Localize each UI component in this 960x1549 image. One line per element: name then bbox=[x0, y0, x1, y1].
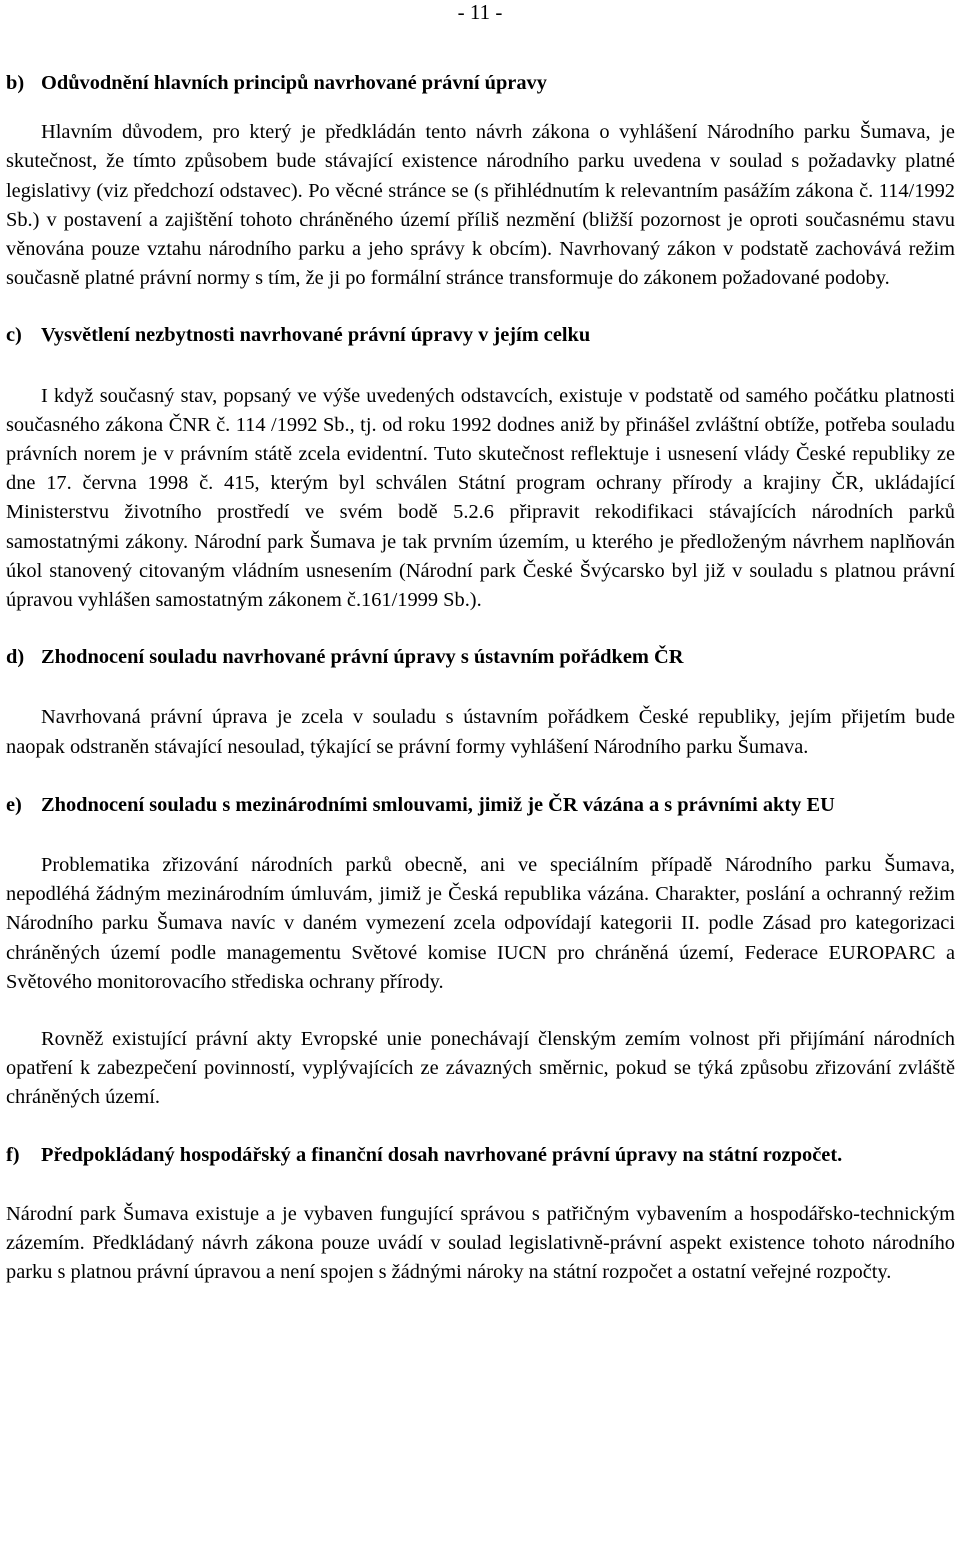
page-number: - 11 - bbox=[457, 0, 503, 24]
section-e-paragraph-1: Problematika zřizování národních parků obecně, ani ve speciálním případě Národního parku Šumava, nepodléhá žádným mezinárodním úmluvám, jimiž je Česká republika vázána. Charakter, poslání a ochranný režim Národního parku Šumava navíc v daném vymezení zcela odpovídají kategorii II. podle Zásad pro kategorizaci chráněných území podle managementu Světové komise IUCN pro chráněná území, Federace EUROPARC a Světového monitorovacího střediska ochrany přírody. bbox=[6, 854, 955, 993]
section-letter: e) bbox=[6, 793, 22, 816]
section-d-paragraph: Navrhovaná právní úprava je zcela v souladu s ústavním pořádkem České republiky, jejím přijetím bude naopak odstraněn stávající nesoulad, týkající se právní formy vyhlášení Národního parku Šumava. bbox=[6, 706, 955, 758]
section-letter: d) bbox=[6, 646, 25, 669]
section-letter: b) bbox=[6, 72, 25, 94]
section-letter: c) bbox=[6, 324, 22, 347]
section-f-paragraph: Národní park Šumava existuje a je vybaven fungující správou s patřičným vybavením a hospodářsko-technickým zázemím. Předkládaný návrh zákona pouze uvádí v soulad legislativně-právní aspekt existence tohoto národního parku s platnou právní úpravou a není spojen s žádnými nároky na státní rozpočet a ostatní veřejné rozpočty. bbox=[6, 1202, 955, 1284]
section-title: Zhodnocení souladu s mezinárodními smlouvami, jimiž je ČR vázána a s právními akty EU bbox=[41, 793, 835, 816]
section-b-paragraph: Hlavním důvodem, pro který je předkládán tento návrh zákona o vyhlášení Národního parku Šumava, je skutečnost, že tímto způsobem bude stávající existence národního parku uvedena v soulad s požadavky platné legislativy (viz předchozí odstavec). Po věcné stránce se (s přihlédnutím k relevantním pasážím zákona č. 114/1992 Sb.) v postavení a zajištění tohoto chráněného území příliš nezmění (bližší pozornost je oproti současnému stavu věnována pouze vztahu národního parku a jeho správy k obcím). Navrhovaný zákon v podstatě zachovává režim současně platné právní normy s tím, že ji po formální stránce transformuje do zákonem požadované podoby. bbox=[6, 121, 955, 290]
section-e-heading bbox=[6, 791, 955, 820]
section-e-paragraph-2: Rovněž existující právní akty Evropské unie ponechávají členským zemím volnost při přijímání národních opatření k zabezpečení povinností, vyplývajících ze závazných směrnic, pokud se týká způsobu zřizování zvláště chráněných území. bbox=[6, 1028, 955, 1109]
section-d-heading bbox=[6, 643, 955, 672]
section-c-paragraph: I když současný stav, popsaný ve výše uvedených odstavcích, existuje v podstatě od samého počátku platnosti současného zákona ČNR č. 114 /1992 Sb., tj. od roku 1992 dodnes aniž by přinášel zvláštní obtíže, potřeba souladu právních norem je v právním státě zcela evidentní. Tuto skutečnost reflektuje i usnesení vlády České republiky ze dne 17. června 1998 č. 415, kterým byl schválen Státní program ochrany přírody a krajiny ČR, ukládající Ministerstvu životního prostředí ve svém bodě 5.2.6 připravit rekodifikaci stávajících národních parků samostatnými zákony. Národní park Šumava je tak prvním územím, u kterého je předloženým návrhem naplňován úkol stanovený citovaným vládním usnesením (Národní park České Švýcarsko byl již v souladu s platnou právní úpravou vyhlášen samostatným zákonem č.161/1999 Sb.). bbox=[6, 384, 955, 612]
section-b-heading bbox=[6, 69, 955, 98]
section-c-heading bbox=[6, 321, 955, 350]
section-title: Předpokládaný hospodářský a finanční dosah navrhované právní úpravy na státní rozpočet. bbox=[41, 1143, 843, 1166]
document-body bbox=[6, 69, 955, 1288]
section-letter: f) bbox=[6, 1143, 20, 1166]
section-f-heading bbox=[6, 1141, 955, 1170]
section-title: Vysvětlení nezbytnosti navrhované právní úpravy v jejím celku bbox=[41, 324, 591, 347]
section-title: Odůvodnění hlavních principů navrhované právní úpravy bbox=[41, 72, 547, 94]
section-title: Zhodnocení souladu navrhované právní úpravy s ústavním pořádkem ČR bbox=[41, 646, 684, 669]
